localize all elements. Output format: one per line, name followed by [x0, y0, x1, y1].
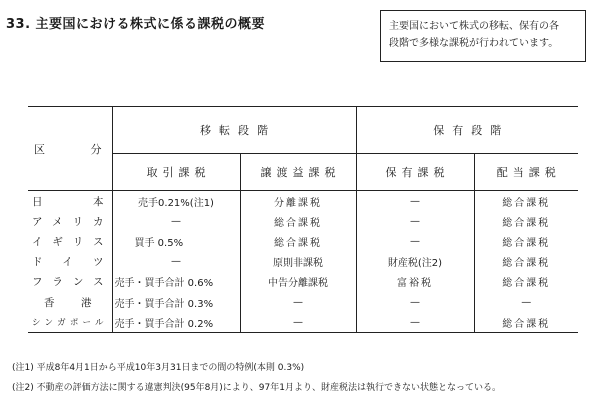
dividend-tax-cell: 総合課税 [502, 217, 551, 229]
transfer-tax-cell: 分離課税 [240, 191, 356, 212]
sale-tax-cell: — [112, 252, 240, 272]
table-row [28, 191, 578, 212]
sale-tax-cell: 売手・買手合計 0.2% [112, 312, 240, 333]
dividend-tax-cell: — [521, 296, 532, 308]
transfer-gain-tax-label: 譲渡益課税 [260, 166, 341, 179]
footnote-1: (注1) 平成8年4月1日から平成10年3月31日までの間の特例(本則 0.3%) [12, 363, 305, 373]
transfer-tax-cell: — [240, 312, 356, 333]
table-row [28, 211, 578, 231]
table-row [28, 231, 578, 251]
category-header-right: 分 [90, 142, 102, 156]
dividend-tax-cell: 総合課税 [502, 318, 551, 330]
holding-tax-cell: — [356, 191, 474, 212]
transfer-stage-header [112, 107, 356, 154]
country-cell: フランス [28, 272, 112, 292]
holding-tax-label: 保有課税 [385, 166, 450, 179]
summary-line-1: 主要国において株式の移転、保有の各 [389, 21, 559, 32]
holding-stage-label: 保有段階 [433, 124, 510, 137]
table-row [28, 252, 578, 272]
country-cell: イギリス [28, 231, 112, 251]
country-cell: シンガポール [28, 312, 112, 333]
dividend-tax-cell: 総合課税 [502, 197, 551, 209]
category-header [28, 107, 112, 191]
sale-tax-label: 取引課税 [146, 166, 211, 179]
holding-tax-cell: — [356, 292, 474, 312]
transfer-tax-cell: 中告分離課税 [240, 272, 356, 292]
page-title: 33. 主要国における株式に係る課税の概要 [6, 17, 266, 32]
table-row [28, 272, 578, 292]
dividend-tax-label: 配当課税 [496, 166, 561, 179]
dividend-tax-cell: 総合課税 [502, 258, 551, 270]
sale-tax-cell: — [112, 211, 240, 231]
category-header-left: 区 [34, 142, 45, 156]
footnote-2: (注2) 不動産の評価方法に関する違憲判決(95年8月)により、97年1月より、財産税法は執行できない状態となっている。 [12, 383, 501, 393]
dividend-tax-header [474, 154, 578, 191]
sale-tax-cell: 売手0.21%(注1) [112, 191, 240, 212]
tax-overview-table [28, 106, 578, 333]
transfer-tax-cell: 原則非課税 [240, 252, 356, 272]
country-cell: アメリカ [28, 211, 112, 231]
table-row [28, 312, 578, 333]
table-header-row [28, 107, 578, 154]
transfer-tax-cell: 総合課税 [240, 211, 356, 231]
holding-tax-cell: — [356, 312, 474, 333]
holding-tax-cell: — [356, 211, 474, 231]
transfer-gain-tax-header [240, 154, 356, 191]
holding-tax-cell: 財産税(注2) [356, 252, 474, 272]
dividend-tax-cell: 総合課税 [502, 237, 551, 249]
sale-tax-cell: 売手・買手合計 0.6% [112, 272, 240, 292]
holding-stage-header [356, 107, 578, 154]
sale-tax-cell: 売手・買手合計 0.3% [112, 292, 240, 312]
summary-box [380, 10, 586, 62]
country-cell: ドイツ [28, 252, 112, 272]
country-cell: 日本 [28, 191, 112, 212]
summary-line-2: 段階で多様な課税が行われています。 [389, 38, 559, 49]
transfer-tax-cell: — [240, 292, 356, 312]
transfer-tax-cell: 総合課税 [240, 231, 356, 251]
holding-tax-cell: — [356, 231, 474, 251]
holding-tax-cell: 富裕税 [356, 272, 474, 292]
table-row [28, 292, 578, 312]
country-cell: 香港 [28, 292, 112, 312]
holding-tax-header [356, 154, 474, 191]
sale-tax-header [112, 154, 240, 191]
transfer-stage-label: 移転段階 [200, 124, 276, 137]
dividend-tax-cell: 総合課税 [502, 278, 551, 290]
sale-tax-cell: 買手 0.5% [112, 231, 240, 251]
